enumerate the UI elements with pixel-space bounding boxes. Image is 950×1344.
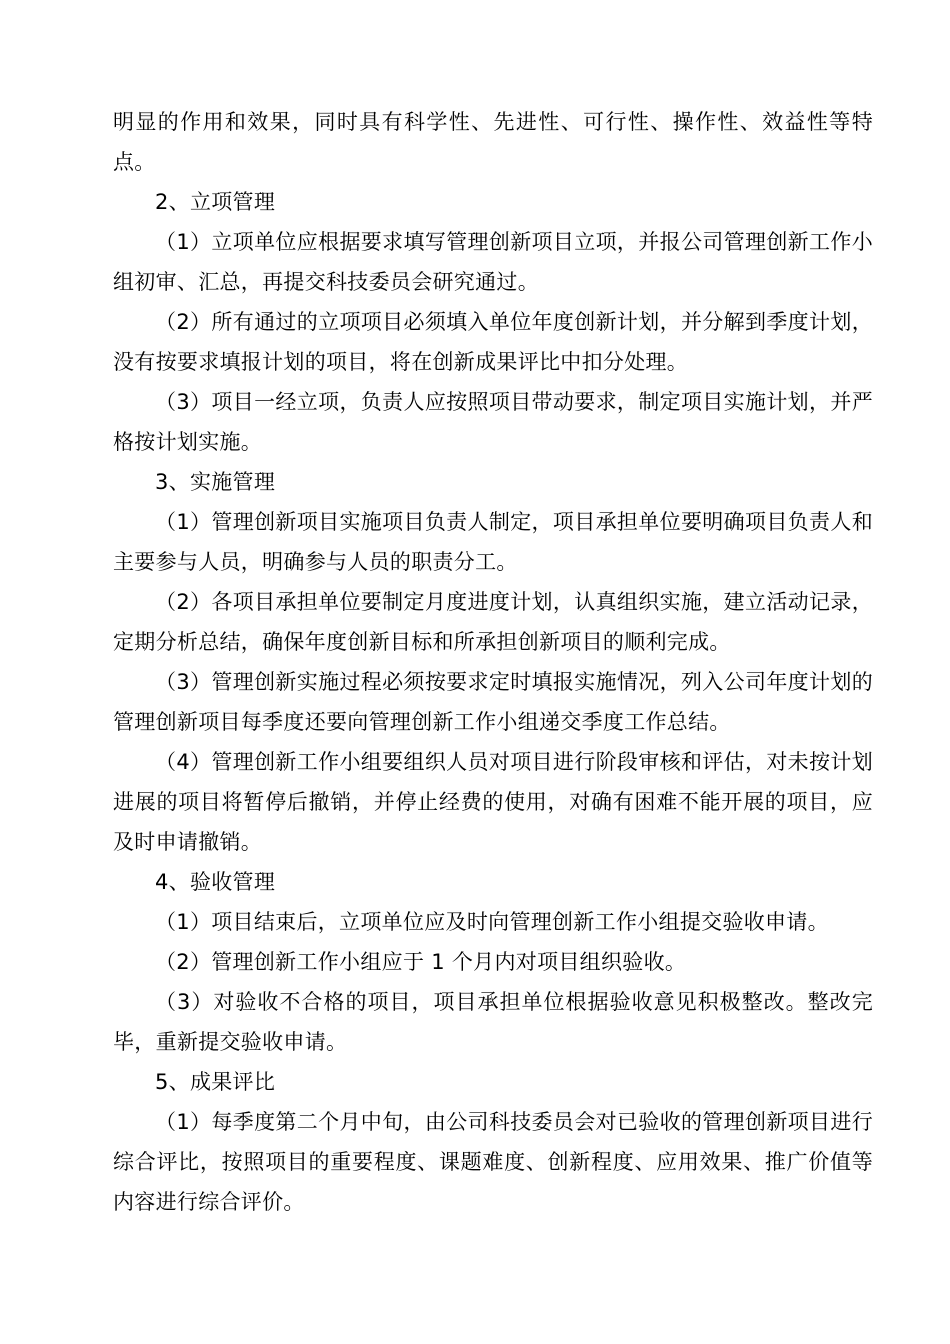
paragraph-item: （3）对验收不合格的项目，项目承担单位根据验收意见积极整改。整改完毕，重新提交验收申请。 (113, 990, 873, 1054)
paragraph-item: （2）所有通过的立项项目必须填入单位年度创新计划，并分解到季度计划，没有按要求填报计划的项目，将在创新成果评比中扣分处理。 (113, 310, 873, 374)
paragraph-item: （3）管理创新实施过程必须按要求定时填报实施情况，列入公司年度计划的管理创新项目每季度还要向管理创新工作小组递交季度工作总结。 (113, 670, 873, 734)
paragraph-item: （4）管理创新工作小组要组织人员对项目进行阶段审核和评估，对未按计划进展的项目将暂停后撤销，并停止经费的使用，对确有困难不能开展的项目，应及时申请撤销。 (113, 750, 873, 854)
section-heading-evaluation: 5、成果评比 (155, 1070, 276, 1094)
section-heading-implementation: 3、实施管理 (155, 470, 276, 494)
paragraph-item: （1）每季度第二个月中旬，由公司科技委员会对已验收的管理创新项目进行综合评比，按照项目的重要程度、课题难度、创新程度、应用效果、推广价值等内容进行综合评价。 (113, 1110, 873, 1214)
paragraph-item: （1）管理创新项目实施项目负责人制定，项目承担单位要明确项目负责人和主要参与人员，明确参与人员的职责分工。 (113, 510, 873, 574)
section-heading-acceptance: 4、验收管理 (155, 870, 276, 894)
paragraph-item: （2）各项目承担单位要制定月度进度计划，认真组织实施，建立活动记录，定期分析总结，确保年度创新目标和所承担创新项目的顺利完成。 (113, 590, 873, 654)
paragraph-item: （1）立项单位应根据要求填写管理创新项目立项，并报公司管理创新工作小组初审、汇总，再提交科技委员会研究通过。 (113, 230, 873, 294)
section-heading-project-approval: 2、立项管理 (155, 190, 276, 214)
paragraph-item: （1）项目结束后，立项单位应及时向管理创新工作小组提交验收申请。 (155, 910, 829, 934)
document-body (113, 102, 873, 1222)
paragraph-continuation: 明显的作用和效果，同时具有科学性、先进性、可行性、操作性、效益性等特点。 (113, 110, 873, 174)
paragraph-item: （2）管理创新工作小组应于 1 个月内对项目组织验收。 (155, 950, 687, 974)
paragraph-item: （3）项目一经立项，负责人应按照项目带动要求，制定项目实施计划，并严格按计划实施。 (113, 390, 873, 454)
